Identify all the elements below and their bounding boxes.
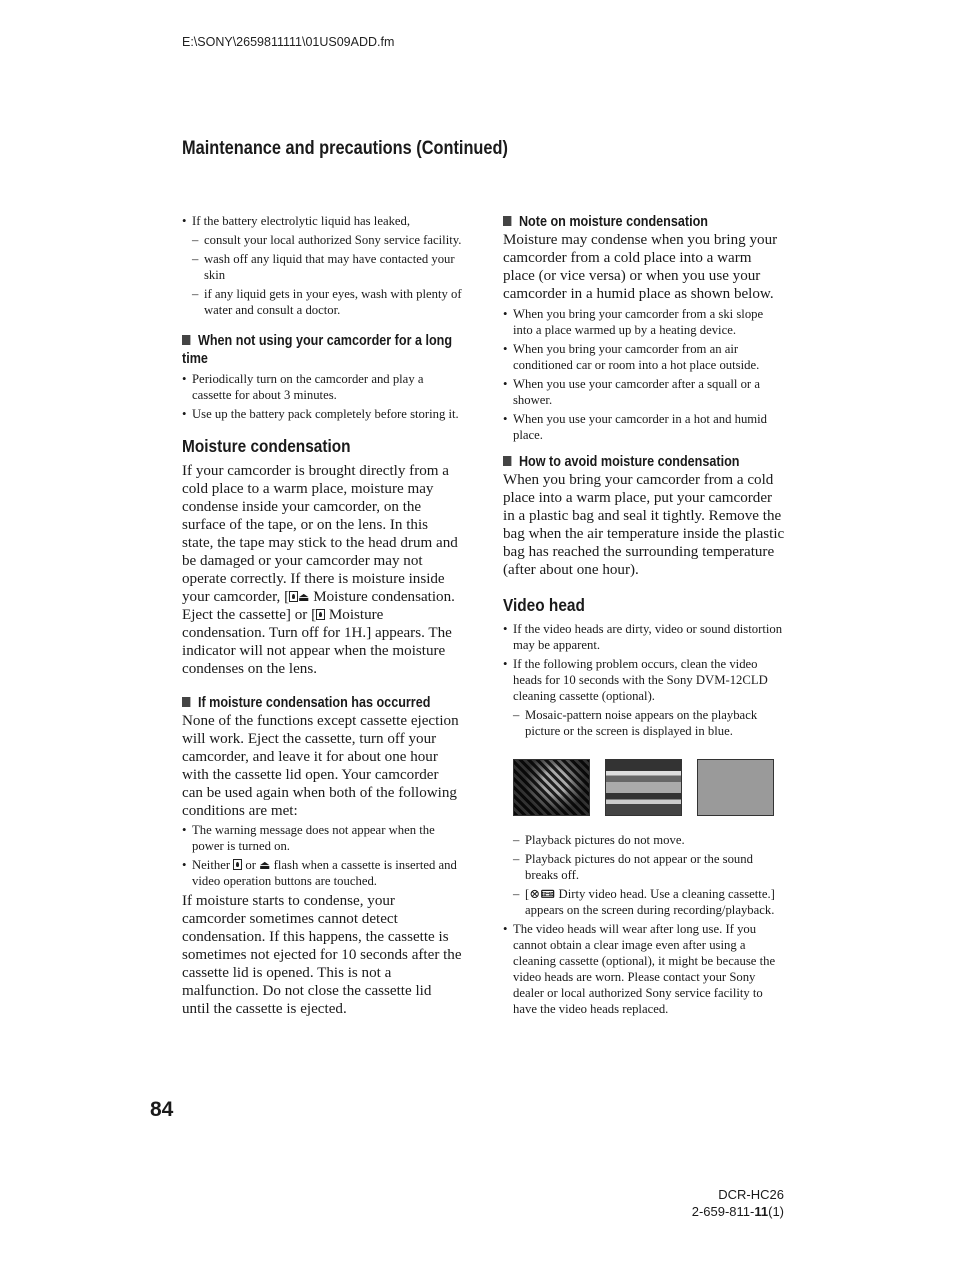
eject-icon: ⏏ [298,590,310,604]
square-bullet-icon [182,697,190,707]
list-item: • Periodically turn on the camcorder and play a cassette for about 3 minutes. [182,371,462,403]
footer-info [692,1186,784,1220]
band-noise-image [605,759,682,816]
battery-leak-block [182,213,462,318]
right-column [503,213,785,1020]
list-item: • If the video heads are dirty, video or sound distortion may be apparent. [503,621,785,653]
occurred-block [182,694,462,1018]
list-item: • When you use your camcorder in a hot and humid place. [503,411,785,443]
file-path: E:\SONY\2659811111\01US09ADD.fm [182,35,395,49]
square-bullet-icon [503,216,511,226]
list-item: – Mosaic-pattern noise appears on the playback picture or the screen is displayed in blue. [503,707,785,739]
moisture-icon [233,859,242,870]
list-item: • When you use your camcorder after a squall or a shower. [503,376,785,408]
video-head-section [503,595,785,1017]
page-number: 84 [150,1098,174,1121]
list-item: • When you bring your camcorder from a ski slope into a place warmed up by a heating device. [503,306,785,338]
square-bullet-icon [182,335,190,345]
section-heading: Video head [503,595,585,615]
list-item: • If the battery electrolytic liquid has leaked, [182,213,462,229]
model-number: DCR-HC26 [718,1187,784,1202]
noise-example-images [513,759,785,816]
list-item: • Neither or ⏏ flash when a cassette is inserted and video operation buttons are touched. [182,857,462,889]
left-column [182,213,462,1018]
paragraph: None of the functions except cassette ejection will work. Eject the cassette, turn off your camcorder, and leave it for about one hour with the cassette lid open. Your camcorder can be used again when both of the following conditions are met: [182,713,459,819]
paragraph: If moisture starts to condense, your camcorder sometimes cannot detect condensation. If this happens, the cassette is sometimes not ejected for 10 seconds after the cassette lid is opened. This is not a malfunction. Do not close the cassette lid until the cassette is ejected. [182,893,462,1017]
list-item: • When you bring your camcorder from an air conditioned car or room into a hot place outside. [503,341,785,373]
dirty-head-icon: ⊗ [529,886,541,901]
page-title: Maintenance and precautions (Continued) [182,138,508,159]
moisture-section [182,436,462,678]
section-heading: Moisture condensation [182,436,351,456]
list-item: • If the following problem occurs, clean the video heads for 10 seconds with the Sony DVM-12CLD cleaning cassette (optional). [503,656,785,704]
note-block [503,213,785,443]
list-item: – consult your local authorized Sony service facility. [182,232,462,248]
list-item: – wash off any liquid that may have contacted your skin [182,251,462,283]
moisture-icon [289,591,298,602]
subheading: If moisture condensation has occurred [182,694,462,712]
paragraph: Moisture may condense when you bring your camcorder from a cold place into a warm place (or vice versa) or when you use your camcorder in a humid place as shown below. [503,232,778,302]
avoid-block [503,453,785,579]
not-using-block [182,332,462,422]
list-item: – Playback pictures do not move. [503,832,785,848]
list-item: • Use up the battery pack completely before storing it. [182,406,462,422]
subheading: How to avoid moisture condensation [503,453,785,471]
subheading: Note on moisture condensation [503,213,785,231]
list-item: – [⊗📼︎ Dirty video head. Use a cleaning cassette.] appears on the screen during recording/playback. [503,886,785,918]
list-item: • The warning message does not appear when the power is turned on. [182,822,462,854]
paragraph: When you bring your camcorder from a cold place into a warm place, put your camcorder in a plastic bag and seal it tightly. Remove the bag when the air temperature inside the plastic bag has reached the surrounding temperature (after about one hour). [503,472,785,578]
subheading: When not using your camcorder for a long time [182,332,453,367]
square-bullet-icon [503,456,511,466]
part-code: 2-659-811-11(1) [691,1204,784,1219]
cassette-icon: 📼︎ [540,887,556,901]
eject-icon: ⏏ [259,858,271,872]
moisture-icon [316,609,325,620]
blank-screen-image [697,759,774,816]
list-item: – if any liquid gets in your eyes, wash with plenty of water and consult a doctor. [182,286,462,318]
mosaic-noise-image [513,759,590,816]
list-item: – Playback pictures do not appear or the sound breaks off. [503,851,785,883]
list-item: • The video heads will wear after long use. If you cannot obtain a clear image even after using a cleaning cassette (optional), it might be because the video heads are worn. Please contact your Sony dealer or local authorized Sony service facility to have the video heads replaced. [503,921,785,1017]
paragraph: If your camcorder is brought directly from a cold place to a warm place, moisture may condense inside your camcorder, on the surface of the tape, or on the lens. In this state, the tape may stick to the head drum and be damaged or your camcorder may not operate correctly. If there is moisture inside your camcorder, [ ⏏ Moisture condensation. Eject the cassette] or [ Moisture condensation. Turn off for 1H.] appears. The indicator will not appear when the moisture condenses on the lens. [182,463,458,677]
